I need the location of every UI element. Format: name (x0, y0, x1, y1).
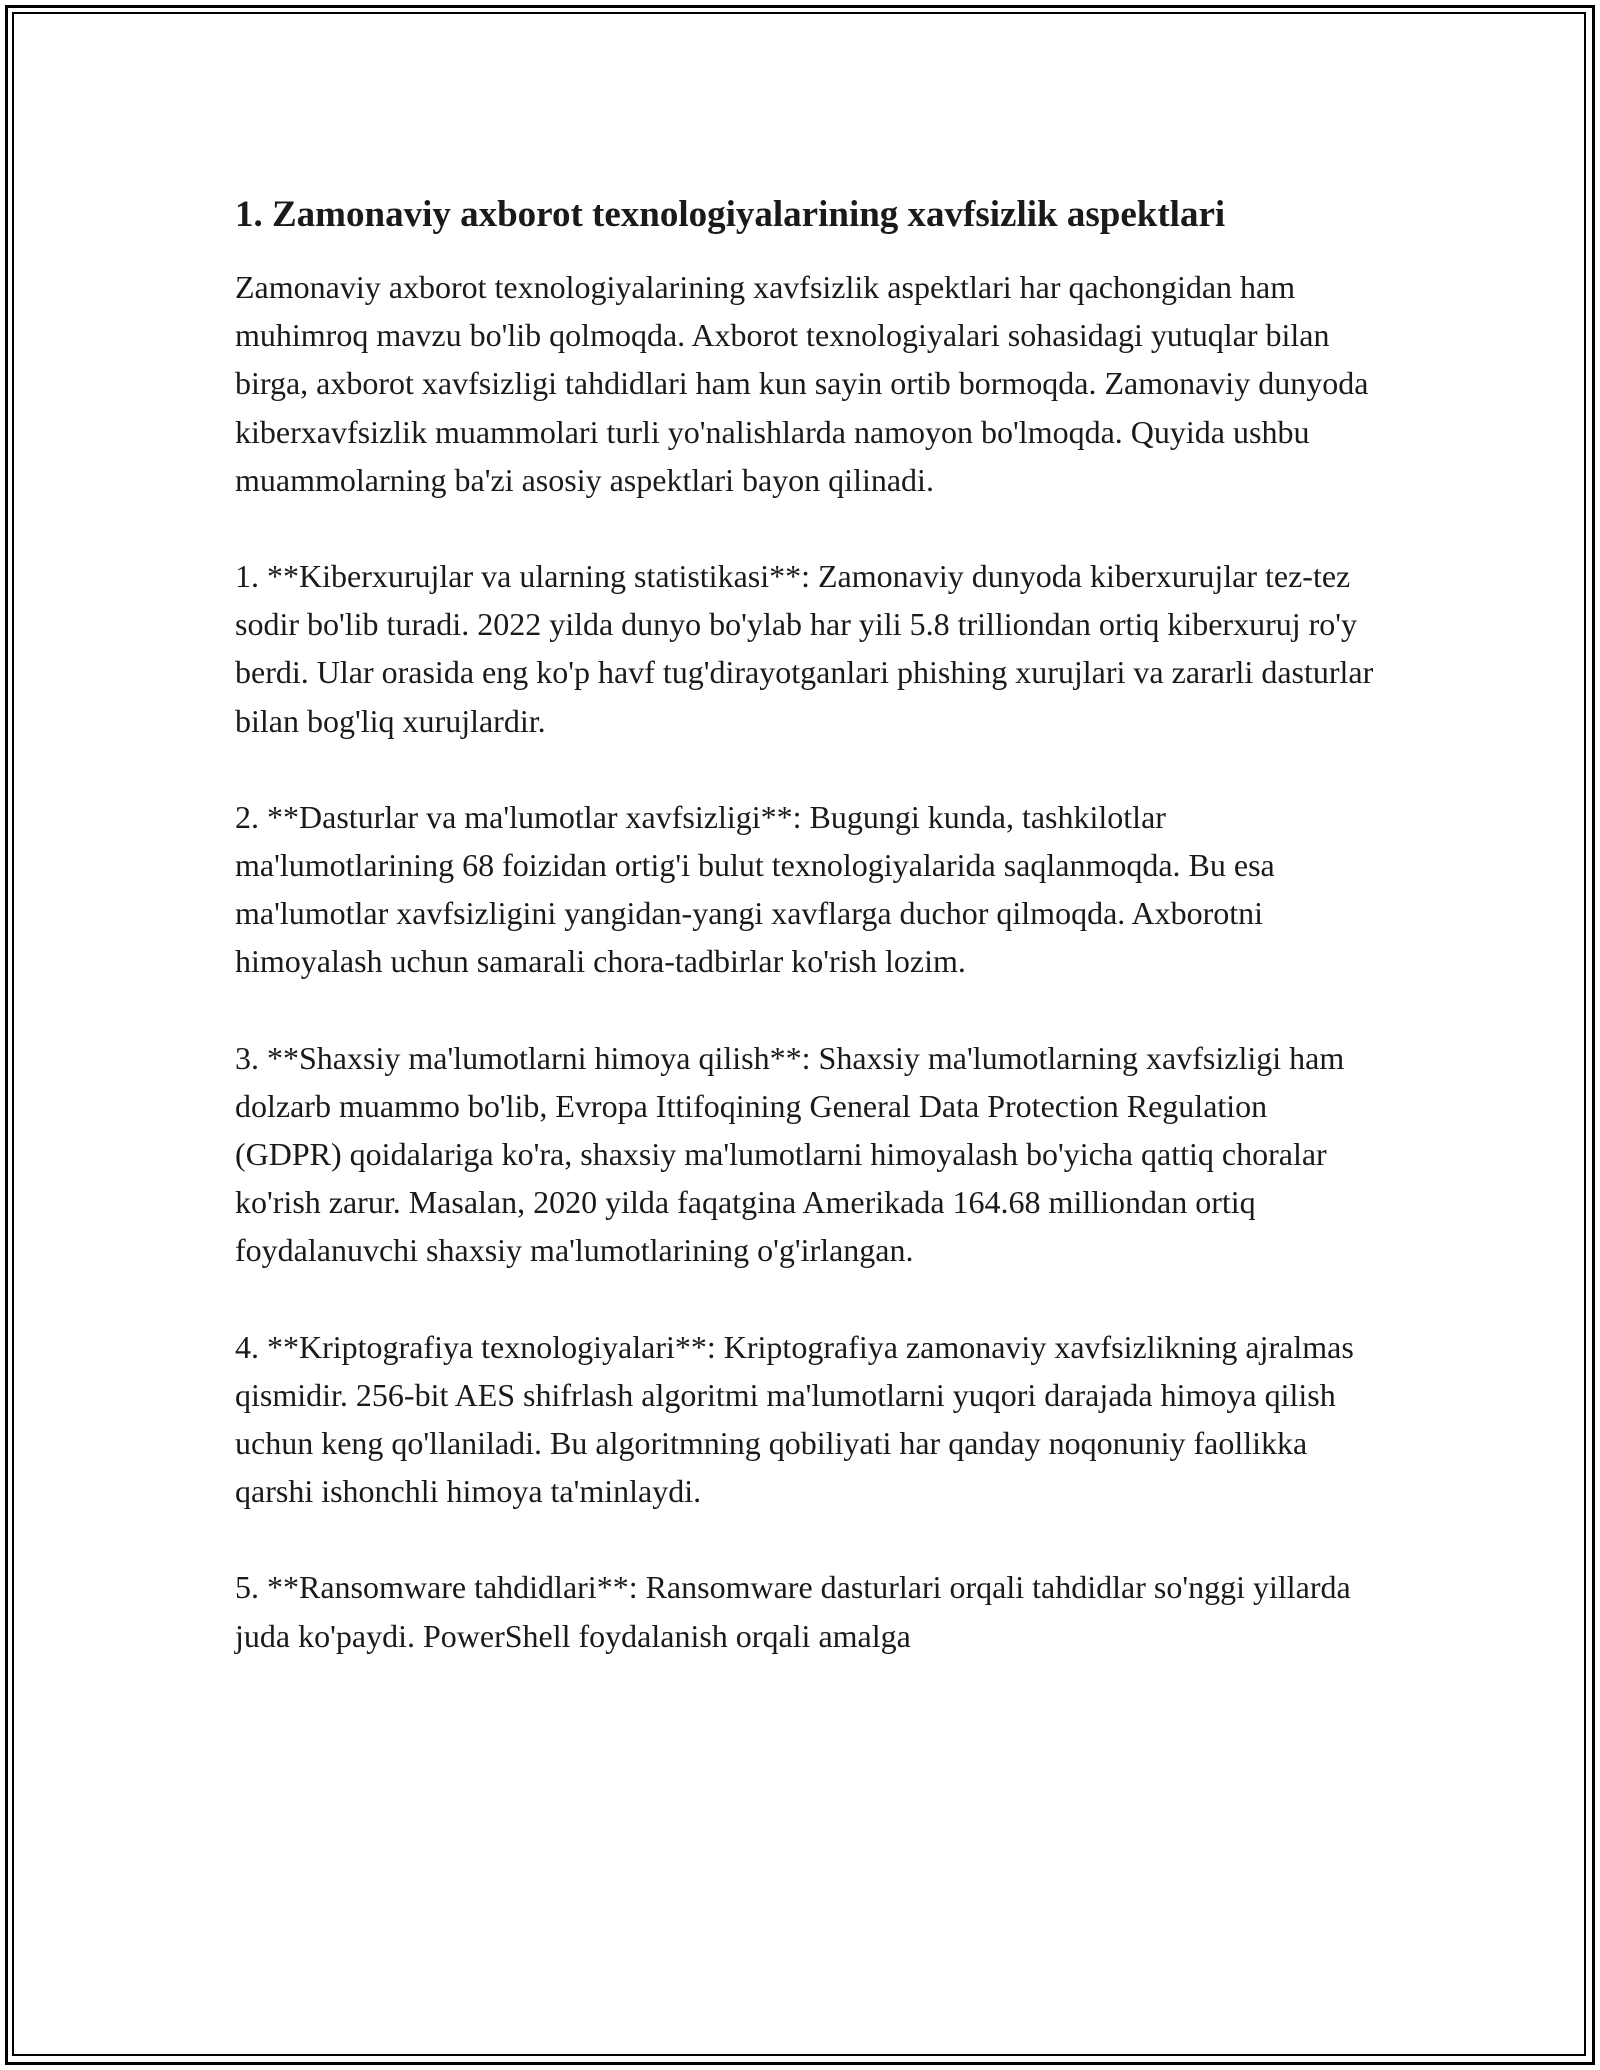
intro-paragraph: Zamonaviy axborot texnologiyalarining xavfsizlik aspektlari har qachongidan ham muhimroq mavzu bo'lib qolmoqda. Axborot texnologiyalari sohasidagi yutuqlar bilan birga, axborot xavfsizligi tahdidlari ham kun sayin ortib bormoqda. Zamonaviy dunyoda kiberxavfsizlik muammolari turli yo'nalishlarda namoyon bo'lmoqda. Quyida ushbu muammolarning ba'zi asosiy aspektlari bayon qilinadi. (235, 269, 1369, 498)
document-body (235, 187, 1375, 1708)
document-title: 1. Zamonaviy axborot texnologiyalarining xavfsizlik aspektlari (235, 194, 1226, 235)
paragraph-data-security: 2. **Dasturlar va ma'lumotlar xavfsizligi**: Bugungi kunda, tashkilotlar ma'lumotlarining 68 foizidan ortig'i bulut texnologiyalarida saqlanmoqda. Bu esa ma'lumotlar xavfsizligini yangidan-yangi xavflarga duchor qilmoqda. Axborotni himoyalash uchun samarali chora-tadbirlar ko'rish lozim. (235, 798, 1275, 980)
paragraph-ransomware: 5. **Ransomware tahdidlari**: Ransomware dasturlari orqali tahdidlar so'nggi yillarda juda ko'paydi. PowerShell foydalanish orqali amalga (235, 1569, 1351, 1654)
paragraph-personal-data: 3. **Shaxsiy ma'lumotlarni himoya qilish**: Shaxsiy ma'lumotlarning xavfsizligi ham dolzarb muammo bo'lib, Evropa Ittifoqining General Data Protection Regulation (GDPR) qoidalariga ko'ra, shaxsiy ma'lumotlarni himoyalash bo'yicha qattiq choralar ko'rish zarur. Masalan, 2020 yilda faqatgina Amerikada 164.68 milliondan ortiq foydalanuvchi shaxsiy ma'lumotlarining o'g'irlangan. (235, 1039, 1345, 1269)
paragraph-cryptography: 4. **Kriptografiya texnologiyalari**: Kriptografiya zamonaviy xavfsizlikning ajralmas qismidir. 256-bit AES shifrlash algoritmi ma'lumotlarni yuqori darajada himoya qilish uchun keng qo'llaniladi. Bu algoritmning qobiliyati har qanday noqonuniy faollikka qarshi ishonchli himoya ta'minlaydi. (235, 1328, 1354, 1510)
paragraph-cyberattacks: 1. **Kiberxurujlar va ularning statistikasi**: Zamonaviy dunyoda kiberxurujlar tez-tez sodir bo'lib turadi. 2022 yilda dunyo bo'ylab har yili 5.8 trilliondan ortiq kiberxuruj ro'y berdi. Ular orasida eng ko'p havf tug'dirayotganlari phishing xurujlari va zararli dasturlar bilan bog'liq xurujlardir. (235, 558, 1374, 739)
